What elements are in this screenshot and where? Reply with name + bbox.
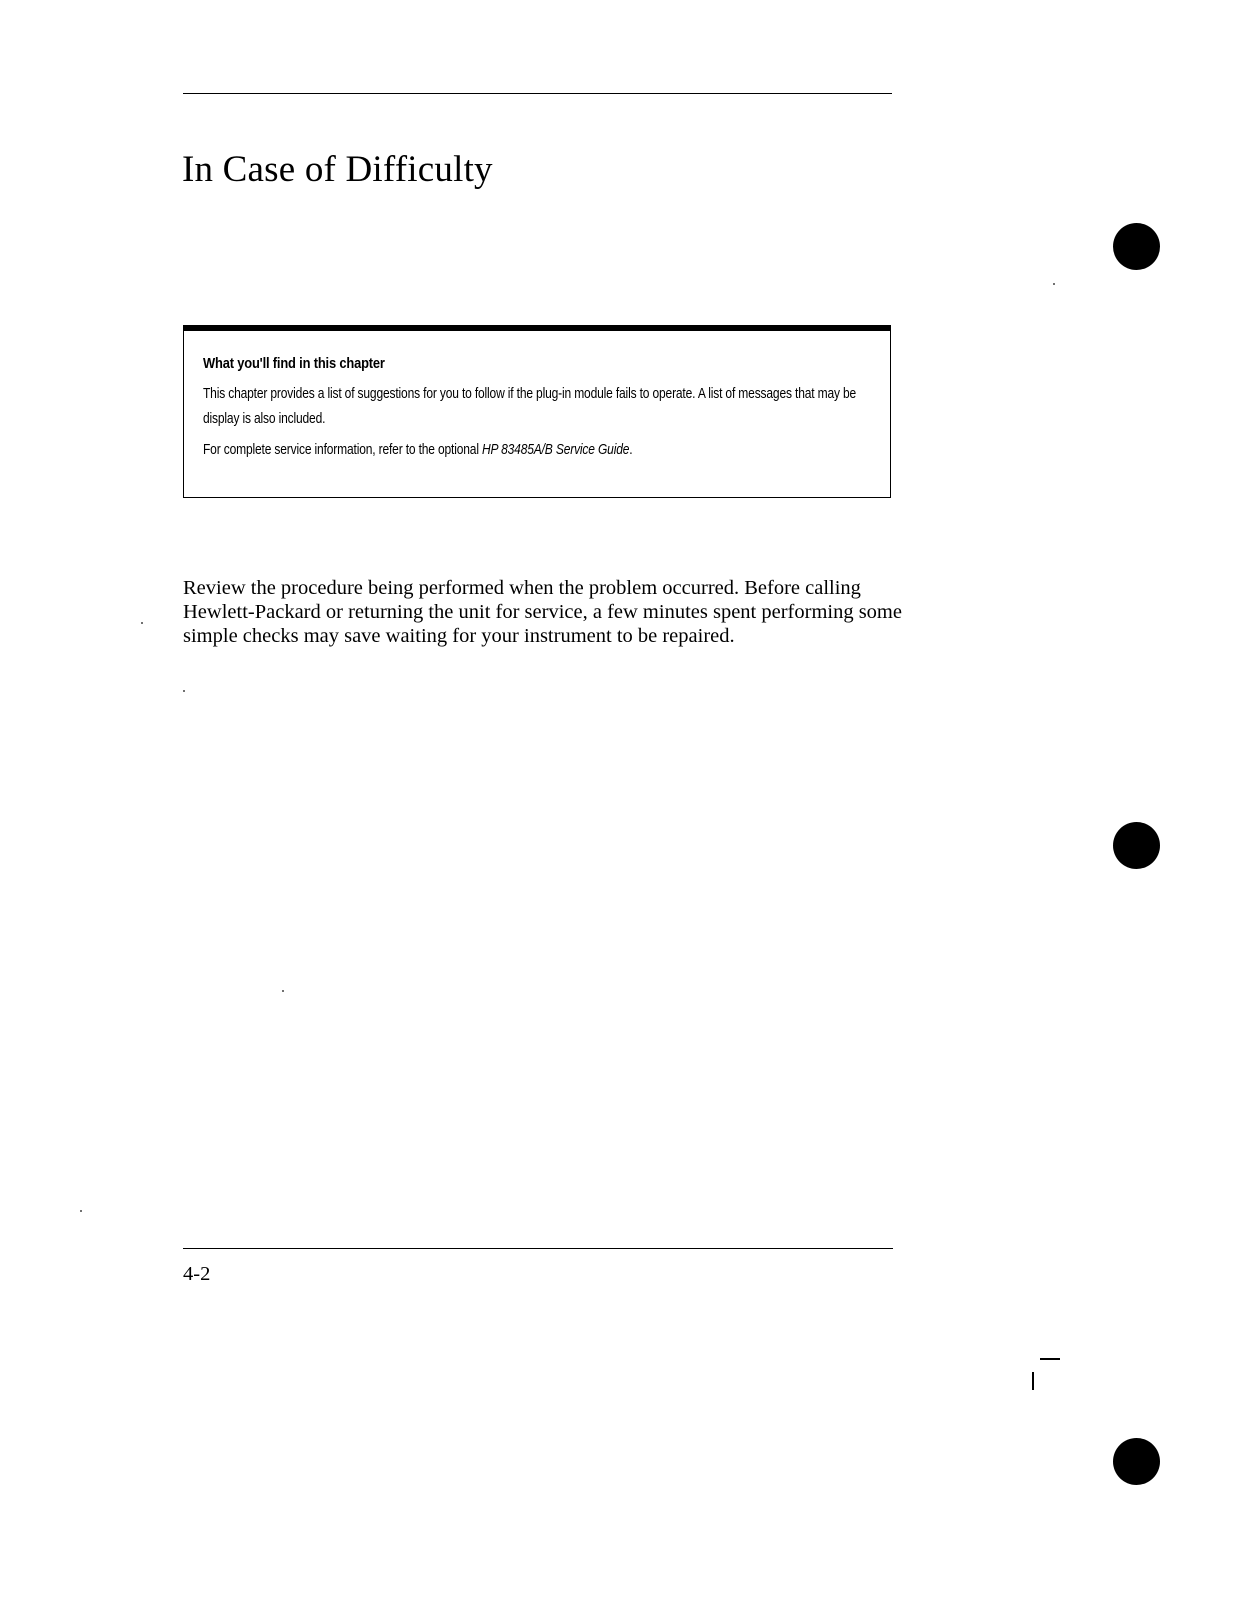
footer-rule bbox=[183, 1248, 893, 1249]
service-guide-reference bbox=[203, 438, 867, 463]
scan-mark-horizontal bbox=[1040, 1358, 1060, 1360]
service-guide-prefix: For complete service information, refer to the optional bbox=[203, 442, 483, 458]
scan-speck bbox=[141, 622, 143, 624]
header-rule bbox=[183, 93, 892, 94]
page-number: 4-2 bbox=[183, 1263, 211, 1285]
punch-hole-top bbox=[1113, 223, 1160, 270]
chapter-overview-description: This chapter provides a list of suggestions for you to follow if the plug-in module fails to operate. A list of messages that may be display is also included. bbox=[203, 386, 857, 427]
punch-hole-middle bbox=[1113, 822, 1160, 869]
scan-mark-vertical bbox=[1032, 1372, 1034, 1390]
service-guide-suffix: . bbox=[629, 442, 633, 458]
scan-speck bbox=[282, 990, 284, 992]
scan-speck bbox=[80, 1210, 82, 1212]
scan-speck bbox=[183, 690, 185, 692]
service-guide-title: HP 83485A/B Service Guide bbox=[482, 442, 630, 458]
body-paragraph: Review the procedure being performed when the problem occurred. Before calling Hewlett-Packard or returning the unit for service, a few minutes spent performing some simple checks may save waiting for your instrument to be repaired. bbox=[183, 577, 902, 647]
punch-hole-bottom bbox=[1113, 1438, 1160, 1485]
chapter-title: In Case of Difficulty bbox=[182, 149, 493, 190]
chapter-overview-heading: What you'll find in this chapter bbox=[203, 355, 385, 372]
chapter-overview-box bbox=[183, 325, 891, 498]
scan-speck bbox=[1053, 283, 1055, 285]
